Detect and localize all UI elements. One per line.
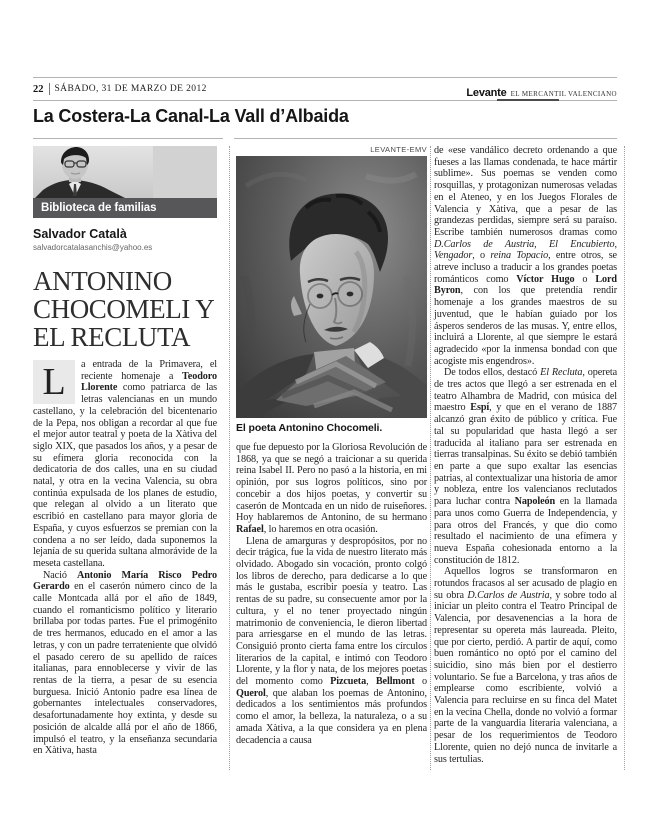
text-run: en la llamada para unos como Guerra de Independencia, y para otros del Francés, y que dio como resultado el nacimiento de una efímera y nueva España cohesionada entorno a la constitución de 1812. — [434, 496, 617, 566]
text-run: Pizcueta — [330, 676, 367, 688]
text-run: o — [414, 676, 427, 688]
text-run: a entrada de la Primavera, el reciente homenaje a — [81, 359, 217, 382]
section-title: La Costera-La Canal-La Vall d’Albaida — [33, 106, 349, 126]
text-run: , y sobre todo al iniciar un pleito contra el Teatro Principal de Valencia, por desavenencias a la hora de representar su opereta más laureada. Pleito, que por cierto, perdió. A partir de aquí, como buen romántico no optó por el camino del suicidio, sino más bien por el destierro voluntario. Se fue a Barcelona, y tras años de emplearse como escribiente, volvió a Valencia para recluirse en su finca del Matet en la vecina Chella, donde no volvió a formar parte de la vanguardia literaria valenciana, a pesar de los requerimientos de Teodoro Llorente, quien no dejó nunca de invitarle a sus tertulias. — [434, 589, 617, 765]
text-run: El Recluta — [540, 367, 583, 379]
page-date: SÁBADO, 31 DE MARZO DE 2012 — [54, 84, 207, 94]
text-run: , — [366, 676, 376, 688]
dropcap: L — [33, 360, 75, 404]
text-run: Llena de amarguras y despropósitos, por no decir trágica, fue la vida de nuestro literato más olvidado. Abogado sin vocación, pronto colgó los libros de derecho, para dedicarse a lo que más le gustaba, escribir poesía y teatro. Las rentas de su padre, su consecuente amor por la cultura, y el no tener proyectado ningún matrimonio de conveniencia, le dieron libertad para arriesgarse en el mundo de las letras. Consiguió pronto cierta fama entre los círculos literarios de la capital, e intimó con Teodoro Llorente, y la flor y nata, de los mejores poetas del momento como — [236, 535, 427, 688]
photo-credit: LEVANTE-EMV — [370, 145, 427, 154]
article-title-line: EL RECLUTA — [33, 322, 191, 352]
section-rule-left — [33, 138, 223, 139]
article-title-line: ANTONINO — [33, 266, 172, 296]
masthead-underline — [497, 99, 559, 101]
article-paragraph — [434, 367, 617, 566]
text-run: Espí — [470, 402, 490, 414]
text-run: de «ese vandálico decreto ordenando a que fueses a las llamas condenada, te hace mártir sublime». Sus poemas se venden como rosquillas, y protagonizan numerosas veladas en el Ateneo, y en los Juegos Florales de Valencia y Xàtiva, que a pesar de las grandezas perdidas, siempre será su paraíso. Escribe también numerosos dramas como — [434, 145, 617, 238]
author-name: Salvador Català — [33, 227, 127, 241]
masthead-subtitle: EL MERCANTIL VALENCIANO — [510, 90, 617, 98]
header-top-rule — [33, 77, 617, 78]
article-title-line: CHOCOMELI Y — [33, 294, 215, 324]
columnist-photo — [33, 146, 217, 198]
portrait-photo — [236, 156, 427, 418]
article-column-1 — [33, 146, 217, 757]
text-run: o — [574, 273, 596, 285]
text-run: Querol — [236, 687, 266, 699]
page-edge-separator — [624, 146, 625, 770]
article-title — [33, 267, 217, 351]
article-paragraph — [33, 570, 217, 757]
article-paragraph — [434, 145, 617, 367]
text-run: como patriarca de las letras valencianas en un mundo castellano, y la celebración del bicentenario de la Pepa, nos obligan a recordar al que fue el mejor autor teatral y poeta de la Xàtiva del siglo XIX, que pasados los años, y a pesar de su efímera gloria reconocida con la dedicatoria de dos calles, una en su ciudad natal, y otra en la vecina Valencia, su obra continúa expulsada de los planes de estudio, que relegan al olvido a un literato que escribió en castellano para mayor gloria de España, y cuyos esfuerzos se premian con la condena a no ser leído, dada suponemos la lejanía de su querida sultana almorávide de la meseta castellana. — [33, 382, 217, 569]
article-text-column-3 — [434, 145, 617, 765]
text-run: Antonio María Risco Pedro Gerardo — [33, 569, 217, 593]
text-run: , — [534, 238, 550, 250]
text-run: Napoleón — [514, 496, 556, 508]
header-left — [33, 83, 207, 95]
text-run: El Encubierto — [549, 238, 615, 250]
text-run: Aquellos logros se transformaron en rotundos fracasos al ser acusado de plagio en su obra — [434, 566, 617, 601]
text-run: D.Carlos de Austria — [467, 589, 550, 601]
photo-caption: El poeta Antonino Chocomeli. — [236, 422, 383, 434]
header-divider — [49, 83, 50, 95]
text-run: D.Carlos de Austria — [434, 238, 535, 250]
text-run: Vengador — [434, 250, 473, 262]
text-run: Nació — [43, 569, 77, 581]
text-run: Lord Byron — [434, 273, 617, 297]
text-run: De todos ellos, destacó — [444, 367, 541, 379]
article-column-2 — [236, 145, 427, 746]
author-email: salvadorcatalasanchis@yahoo.es — [33, 243, 153, 252]
text-run: , lo haremos en otra ocasión. — [263, 523, 378, 535]
text-run: , con los que pretendía rendir homenaje a los grandes maestros de su juventud, que le habían guiado por los ásperos senderos de las musas. Y, entre ellos, incluirá a Llorente, al que siempre le estará agradecido «por la inmensa bondad con que acogiste mis engendros». — [434, 285, 617, 367]
text-run: , o — [472, 250, 491, 262]
text-run: que fue depuesto por la Gloriosa Revolución de 1868, ya que se negó a traicionar a su querida reina Isabel II. Pero no pasó a la historia, en mi opinión, por sus logros políticos, sino por concebir a dos hijos poetas, y convertir su caserón de Montcada en un nido de ruiseñores. Hoy hablaremos de Antonino, de su hermano — [236, 442, 427, 524]
column-separator-1 — [229, 146, 230, 770]
article-paragraph — [236, 536, 427, 747]
column-separator-2 — [430, 146, 431, 770]
text-run: Teodoro Llorente — [81, 370, 217, 394]
text-run: , entre otros, se atreve incluso a traducir a los grandes poetas románticos como — [434, 250, 617, 285]
article-text-column-1 — [33, 359, 217, 757]
text-run: Bellmont — [375, 676, 415, 688]
text-run: en el caserón número cinco de la calle Montcada allá por el año de 1849, cuando el romanticismo político y literario brillaba por todas partes. Fue el primogénito de tres hermanos, educado en el amor a las letras, y con un padre terrateniente que olvidó el pasado cerero de su apellido de raíces italianas, para ennoblecerse y vivir de las rentas de la tierra, a pesar de su esencia burguesa. Inició Antonio padre esa línea de gobernantes intelectuales conservadores, desafortunadamente hoy extinta, y desde su posición de alcalde allá por el año de 1866, impulsó el teatro, y la enseñanza secundaria en Xàtiva, hasta — [33, 581, 217, 757]
article-paragraph — [236, 442, 427, 536]
column-name-banner: Biblioteca de familias — [33, 198, 217, 218]
article-column-3 — [434, 145, 617, 765]
masthead-title: Levante — [466, 87, 507, 99]
article-paragraph — [434, 566, 617, 765]
text-run: Víctor Hugo — [516, 273, 575, 285]
text-run: reina Topacio — [490, 250, 549, 262]
page-number: 22 — [33, 83, 44, 95]
text-run: , opereta de tres actos que llegó a ser estrenada en el teatro Alhambra de Madrid, con música del maestro — [434, 367, 618, 414]
text-run: , que alaban los poemas de Antonino, dedicados a los sentimientos más profundos como el amor, la belleza, la naturaleza, o a su amada Xàtiva, a la que considera ya en plena decadencia a causa — [236, 687, 427, 746]
text-run: , y que en el verano de 1887 alcanzó gran éxito de público y crítica. Fue tal su popularidad que hasta llegó a ser traducida al italiano para ser estrenada en tierras transalpinas. Su éxito se debió también en parte a que supo exaltar las esencias patrias, al contextualizar una historia de amor y nobleza, entre los valencianos reclutados para luchar contra — [434, 402, 617, 508]
section-rule-right — [234, 138, 617, 139]
text-run: , — [614, 238, 617, 250]
article-text-column-2 — [236, 442, 427, 746]
text-run: Rafael — [236, 523, 264, 535]
article-paragraph — [33, 359, 217, 570]
